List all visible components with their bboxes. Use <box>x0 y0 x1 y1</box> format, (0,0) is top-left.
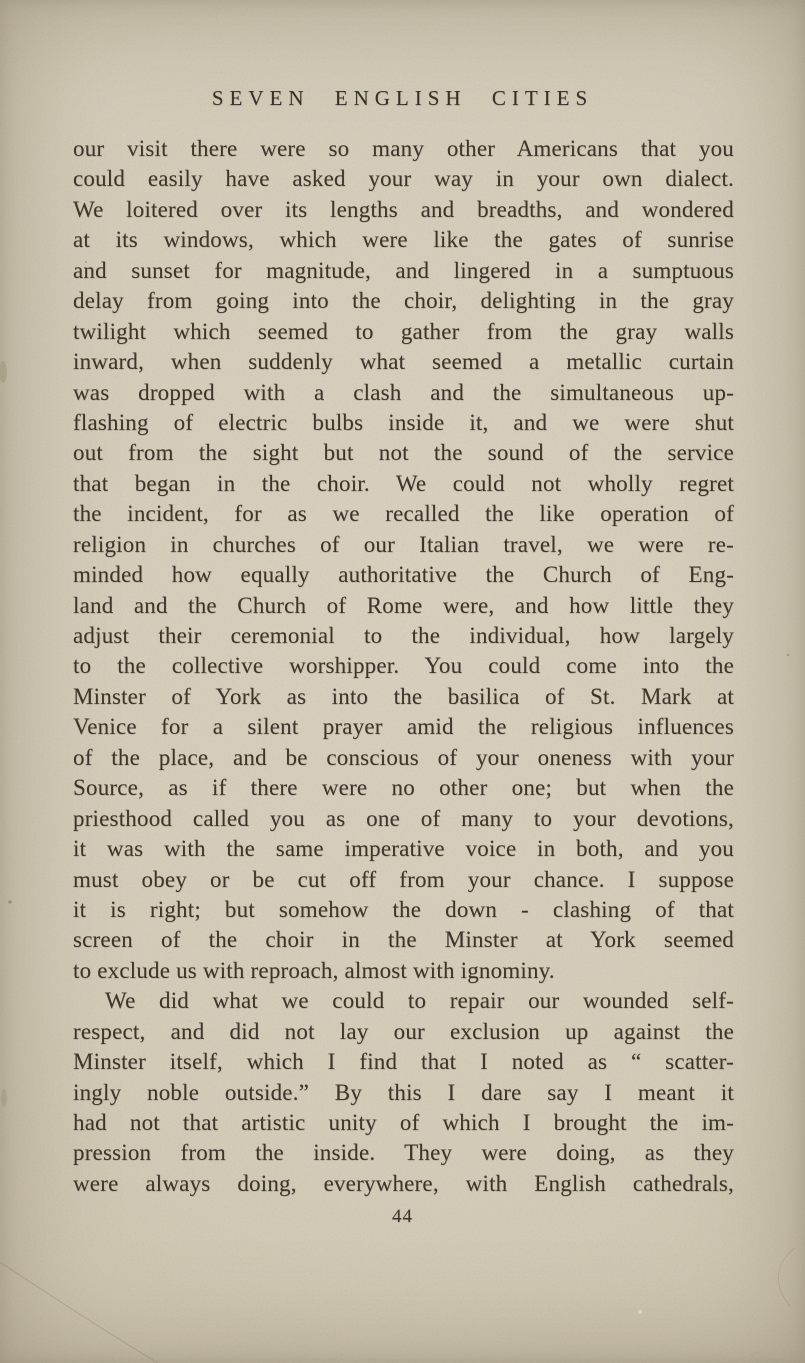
text-line: our visit there were so many other Americans that you <box>73 136 734 161</box>
text-line: minded how equally authoritative the Church of Eng- <box>73 562 734 588</box>
text-line: screen of the choir in the Minster at York seemed <box>73 927 734 953</box>
text-line: We did what we could to repair our wounded self- <box>105 988 734 1014</box>
text-line: to exclude us with reproach, almost with ignominy. <box>73 957 555 983</box>
text-line: must obey or be cut off from your chance. I suppose <box>73 866 734 892</box>
text-line: land and the Church of Rome were, and how little they <box>73 592 734 618</box>
text-line: was dropped with a clash and the simultaneous up- <box>73 379 734 405</box>
text-line: respect, and did not lay our exclusion up against the <box>73 1018 734 1044</box>
text-line: flashing of electric bulbs inside it, and we were shut <box>73 409 734 435</box>
text-line: twilight which seemed to gather from the gray walls <box>73 318 734 344</box>
text-line: Minster itself, which I find that I noted as “ scatter- <box>73 1049 734 1075</box>
text-line: out from the sight but not the sound of the service <box>73 440 734 466</box>
text-line: had not that artistic unity of which I brought the im- <box>73 1110 734 1135</box>
text-line: to the collective worshipper. You could come into the <box>73 653 734 679</box>
text-line: it is right; but somehow the down - clashing of that <box>73 896 734 922</box>
text-line: We loitered over its lengths and breadths, and wondered <box>73 196 734 222</box>
text-line: the incident, for as we recalled the like operation of <box>73 501 734 527</box>
text-line: pression from the inside. They were doing, as they <box>73 1140 734 1166</box>
text-line: and sunset for magnitude, and lingered in a sumptuous <box>73 257 734 283</box>
text-line: could easily have asked your way in your own dialect. <box>73 166 734 192</box>
text-line: delay from going into the choir, delighting in the gray <box>73 288 734 314</box>
text-line: of the place, and be conscious of your oneness with your <box>73 744 734 770</box>
text-line: at its windows, which were like the gates of sunrise <box>73 227 734 253</box>
text-line: adjust their ceremonial to the individual, how largely <box>73 623 734 648</box>
text-line: religion in churches of our Italian travel, we were re- <box>73 531 734 557</box>
text-line: Source, as if there were no other one; but when the <box>73 775 734 801</box>
text-line: Minster of York as into the basilica of St. Mark at <box>73 683 734 709</box>
text-line: Venice for a silent prayer amid the religious influences <box>73 714 734 740</box>
page-number: 44 <box>392 1206 413 1227</box>
running-header: SEVEN ENGLISH CITIES <box>211 86 594 110</box>
text-line: ingly noble outside.” By this I dare say I meant it <box>73 1079 734 1105</box>
text-line: inward, when suddenly what seemed a metallic curtain <box>73 349 734 375</box>
text-line: it was with the same imperative voice in both, and you <box>73 836 734 862</box>
text-line: were always doing, everywhere, with English cathedrals, <box>73 1170 734 1196</box>
text-line: that began in the choir. We could not wholly regret <box>73 470 734 496</box>
text-block <box>73 134 734 1199</box>
text-line: priesthood called you as one of many to your devotions, <box>73 805 734 831</box>
